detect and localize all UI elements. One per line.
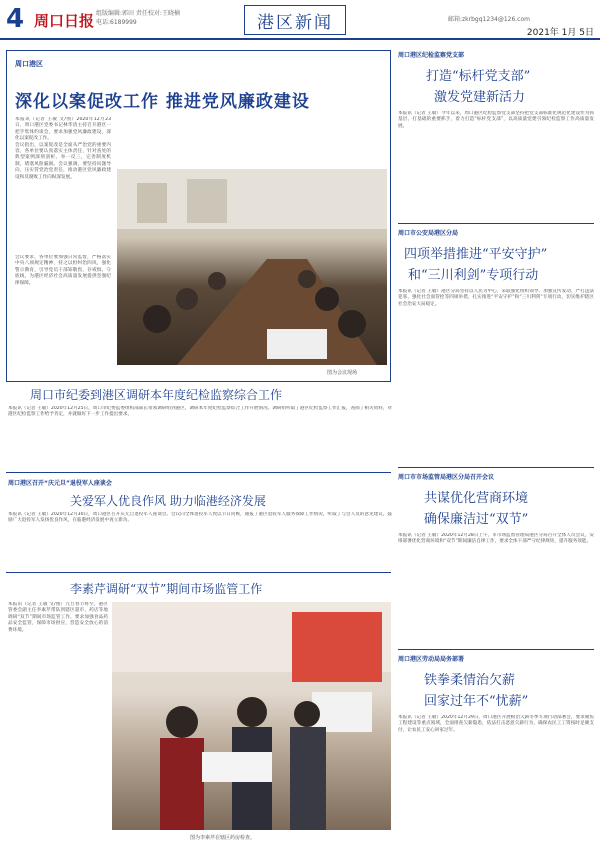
paper-name: 周口日报 <box>34 12 95 30</box>
section-box <box>244 5 346 35</box>
side1-title-line2: 激发党建新活力 <box>434 90 526 105</box>
section-name: 港区新闻 <box>257 12 333 33</box>
side4-title-line2: 回家过年不“忧薪” <box>424 694 529 709</box>
side1-body: 本报讯（记者 王敏）今年以来，周口港区纪检监察党支部坚持把党支部标准化规范化建设作为抓基层、打基础的重要抓手，着力打造“标杆党支部”，以高质量党建引领纪检监察工作高质量发展。 <box>398 111 594 129</box>
article3-kicker: 周口港区召开“庆元旦”退役军人座谈会 <box>8 480 112 487</box>
article3-body: 本报讯（记者 王敏）2020年12月30日，周口港区召开庆元旦退役军人座谈会。会议向全体退役军人致以节日问候，通报了港区退役军人服务保障工作情况，听取了与会人员的意见建议，鼓励广大退役军人发扬优良作风，在临港经济发展中再立新功。 <box>8 512 392 524</box>
divider <box>398 467 594 468</box>
main-photo <box>117 169 387 365</box>
masthead-info-line2: 电话:6189999 <box>96 19 137 26</box>
pharmacy-photo-icon <box>112 602 391 830</box>
masthead <box>0 0 600 40</box>
divider <box>6 472 391 473</box>
divider <box>6 572 391 573</box>
main-lead: 本报讯（记者 王敏 文/图）2020年12月23日，周口港区党委书记林华清主持召开港区一把手集体约谈会，要求加强党风廉政建设，深化以案促改工作。 <box>15 117 111 142</box>
side1-kicker: 周口港区纪检监察党支部 <box>398 52 465 59</box>
side3-kicker: 周口市市场监管局港区分局召开会议 <box>398 474 495 481</box>
side3-title-line1: 共谋优化营商环境 <box>424 491 529 506</box>
article3-title: 关爱军人优良作风 助力临港经济发展 <box>70 494 266 508</box>
side3-title-line2: 确保廉洁过“双节” <box>424 512 529 527</box>
side2-title-line1: 四项举措推进“平安守护” <box>404 247 548 262</box>
main-body-left <box>15 117 111 249</box>
divider <box>398 649 594 650</box>
divider <box>398 223 594 224</box>
article4-title: 李素芹调研“双节”期间市场监管工作 <box>70 582 263 596</box>
masthead-info <box>96 9 180 27</box>
side2-kicker: 周口市公安局港区分局 <box>398 230 459 237</box>
side1-title-line1: 打造“标杆党支部” <box>426 69 531 84</box>
sidebar <box>398 50 594 785</box>
side4-body: 本报讯（记者 王敏）2020年12月29日，周口港区开展根治欠薪冬季专项行动部署会，要求聚焦工程建设等重点领域，全面排查欠薪隐患，依法打击恶意欠薪行为，确保农民工工资按时足额支付，让农民工安心回家过年。 <box>398 715 594 733</box>
side2-title-line2: 和“三川利剑”专项行动 <box>408 268 539 283</box>
article2-body: 本报讯（记者 王敏）2020年12月25日，周口市纪委监委组织部部长带领调研组到港区，调研本年度纪检监察综合工作开展情况。调研组听取了港区纪检监察工作汇报，查阅了相关资料，对港区纪检监察工作给予肯定，并就做好下一步工作提出要求。 <box>8 406 392 418</box>
side4-title-line1: 铁拳柔情治欠薪 <box>424 673 516 688</box>
side4-kicker: 周口港区劳动局局务部署 <box>398 656 465 663</box>
side2-body: 本报讯（记者 王敏）港区分局坚持以人民为中心，采取强化组织领导、加强宣传发动、严打违法犯罪、强化社会面管控等四项举措，扎实推进“平安守护”和“三川利剑”专项行动，切实维护辖区社会治安大局稳定。 <box>398 289 594 307</box>
main-caption: 图为会议现场 <box>327 370 358 376</box>
meeting-photo-icon <box>117 169 387 365</box>
article4-photo <box>112 602 391 830</box>
article4-body: 本报讯（记者 王敏 文/图）元旦春节将至，港区管委会副主任李素芹带队到辖区超市、药店等地调研“双节”期间市场监管工作，要求加强食品药品安全监管，保障市场供应，营造安全放心的消费环境。 <box>8 602 108 633</box>
page-number: 4 <box>6 4 25 34</box>
main-title: 深化以案促改工作 推进党风廉政建设 <box>15 92 310 112</box>
article4-caption: 图为李素芹在辖区药房检查。 <box>190 835 256 841</box>
main-kicker: 周口港区 <box>15 60 43 68</box>
main-article <box>6 50 391 382</box>
masthead-email: 邮箱:zkrbgq1234@126.com <box>448 16 530 23</box>
main-body-bottom: 会议要求，各单位要加强日常监督，严格落实中央八项规定精神，持之以恒纠治四风，强化警示教育，引导党员干部知敬畏、存戒惧、守底线，为港区经济社会高质量发展提供坚强纪律保障。 <box>15 255 111 286</box>
side3-body: 本报讯（记者 王敏）2020年12月28日上午，市市场监督管理局港区分局召开全体人员会议，安排部署优化营商环境和“双节”期间廉洁自律工作，要求全体干部严守纪律规矩，提升服务效能。 <box>398 533 594 545</box>
masthead-info-line1: 组版编辑:郭田 责任校对:王晓楠 <box>96 10 180 17</box>
main-body-left-text: 会议指出，以案促改是全面从严治党的重要内容，各单位要认真落实主体责任，针对查处的典型案例深刻剖析、举一反三，完善制度机制，堵塞风险漏洞。会议强调，要坚持问题导向，压实管党治党责任，推动港区党风廉政建设和反腐败工作向纵深发展。 <box>15 142 111 180</box>
article2-title: 周口市纪委到港区调研本年度纪检监察综合工作 <box>30 388 283 402</box>
issue-date: 2021年 1月 5日 <box>526 28 594 38</box>
